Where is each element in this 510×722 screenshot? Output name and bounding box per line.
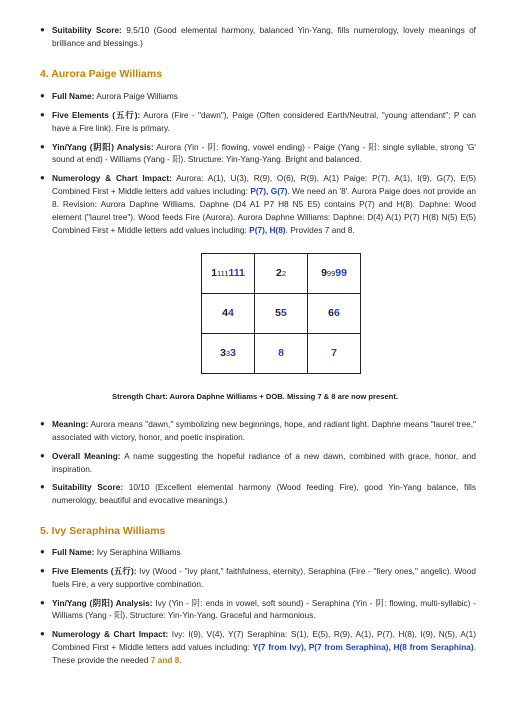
section3-list	[0, 24, 510, 56]
numerology-item: ● Numerology & Chart Impact: Ivy: I(9), V(4), Y(7) Seraphina: S(1), E(5), R(9), A(1), P(7), H(8), I(9), N(5), A(1) Combined First + Middle letters add values including: Y(7 from Ivy), P(7 from Seraphina), H(8 from Seraphina). These provide the needed 7 and 8.	[40, 629, 477, 666]
section4-list-2	[0, 418, 510, 513]
suitability-score-item: ● Suitability Score: 9.5/10 (Good elemental harmony, balanced Yin-Yang, fills numerology, lovely meanings of brilliance and blessings.)	[40, 25, 476, 48]
strength-grid	[201, 253, 361, 374]
bullet-icon: ●	[40, 109, 45, 119]
grid-cell-8: 8	[255, 334, 308, 374]
grid-cell-5: 55	[255, 294, 308, 334]
grid-cell-9: 99999	[308, 254, 361, 294]
bullet-icon: ●	[40, 597, 45, 607]
bullet-icon: ●	[40, 482, 45, 492]
five-elements-item: ● Five Elements (五行): Aurora (Fire - "dawn"), Paige (Often considered Earth/Neutral, "young attendant"; P can have a Fire link). Fire is primary.	[40, 109, 476, 133]
yin-yang-item: ● Yin/Yang (阴阳) Analysis: Aurora (Yin - 阴: flowing, vowel ending) - Paige (Yang - 阳: single syllable, strong 'G' sound at end) - Williams (Yang - 阳). Structure: Yin-Yang-Yang. Bright and balanced.	[40, 141, 476, 165]
bullet-icon: ●	[40, 419, 45, 428]
bullet-icon: ●	[40, 25, 45, 34]
strength-chart	[201, 253, 361, 374]
overall-meaning-item: ● Overall Meaning: A name suggesting the hopeful radiance of a new dawn, combined with grace, honor, and inspiration.	[40, 450, 476, 474]
full-name-item: ● Full Name: Aurora Paige Williams	[40, 91, 178, 101]
five-elements-item: ● Five Elements (五行): Ivy (Wood - "ivy plant," faithfulness, eternity), Seraphina (Fire - "fiery ones," angelic). Wood fuels Fire, a very supportive combination.	[40, 565, 476, 589]
yin-yang-item: ● Yin/Yang (阴阳) Analysis: Ivy (Yin - 阴: ends in vowel, soft sound) - Seraphina (Yin - 阴: flowing, multi-syllabic) - Williams (Yang - 阳). Structure: Yin-Yin-Yang. Graceful and harmonious.	[40, 597, 477, 621]
bullet-icon: ●	[40, 91, 45, 100]
grid-cell-7: 7	[308, 334, 361, 374]
bullet-icon: ●	[40, 450, 45, 460]
grid-cell-4: 44	[202, 294, 255, 334]
bullet-icon: ●	[40, 141, 45, 151]
grid-cell-2: 22	[255, 254, 308, 294]
strength-chart-caption: Strength Chart: Aurora Daphne Williams + DOB. Missing 7 & 8 are now present.	[112, 392, 398, 401]
section5-list	[0, 546, 510, 673]
full-name-item: ● Full Name: Ivy Seraphina Williams	[40, 547, 181, 557]
bullet-icon: ●	[40, 547, 45, 556]
bullet-icon: ●	[40, 173, 45, 183]
numerology-item: ● Numerology & Chart Impact: Aurora: A(1), U(3), R(9), O(6), R(9), A(1) Paige: P(7), A(1), I(9), G(7), E(5) Combined First + Middle letters add values including: P(7), G(7). We need an '8'. Aurora Paige does not provide an 8. Revision: Aurora Daphne Williams. Daphne (D4 A1 P7 H8 N5 E5) contains P(7) and H(8). Daphne: Wood element ("laurel tree"). Wood feeds Fire (Aurora). Aurora Daphne Williams: Daphne: D(4) A(1) P(7) H(8) N(5) E(5) Combined First + Middle letters add values including: P(7), H(8). Provides 7 and 8.	[40, 173, 476, 235]
section-heading-5: 5. Ivy Seraphina Williams	[40, 525, 166, 537]
grid-cell-6: 66	[308, 294, 361, 334]
grid-cell-1: 1111111	[202, 254, 255, 294]
section4-list	[0, 90, 510, 243]
bullet-icon: ●	[40, 629, 45, 639]
meaning-item: ● Meaning: Aurora means "dawn," symbolizing new beginnings, hope, and radiant light. Daphne means "laurel tree," associated with victory, honor, and poetic inspiration.	[40, 419, 476, 442]
bullet-icon: ●	[40, 565, 45, 575]
grid-cell-3: 333	[202, 334, 255, 374]
suitability-score-item: ● Suitability Score: 10/10 (Excellent elemental harmony (Wood feeding Fire), good Yin-Yang balance, fills numerology, beautiful and evocative meanings.)	[40, 482, 477, 506]
section-heading-4: 4. Aurora Paige Williams	[40, 68, 163, 80]
